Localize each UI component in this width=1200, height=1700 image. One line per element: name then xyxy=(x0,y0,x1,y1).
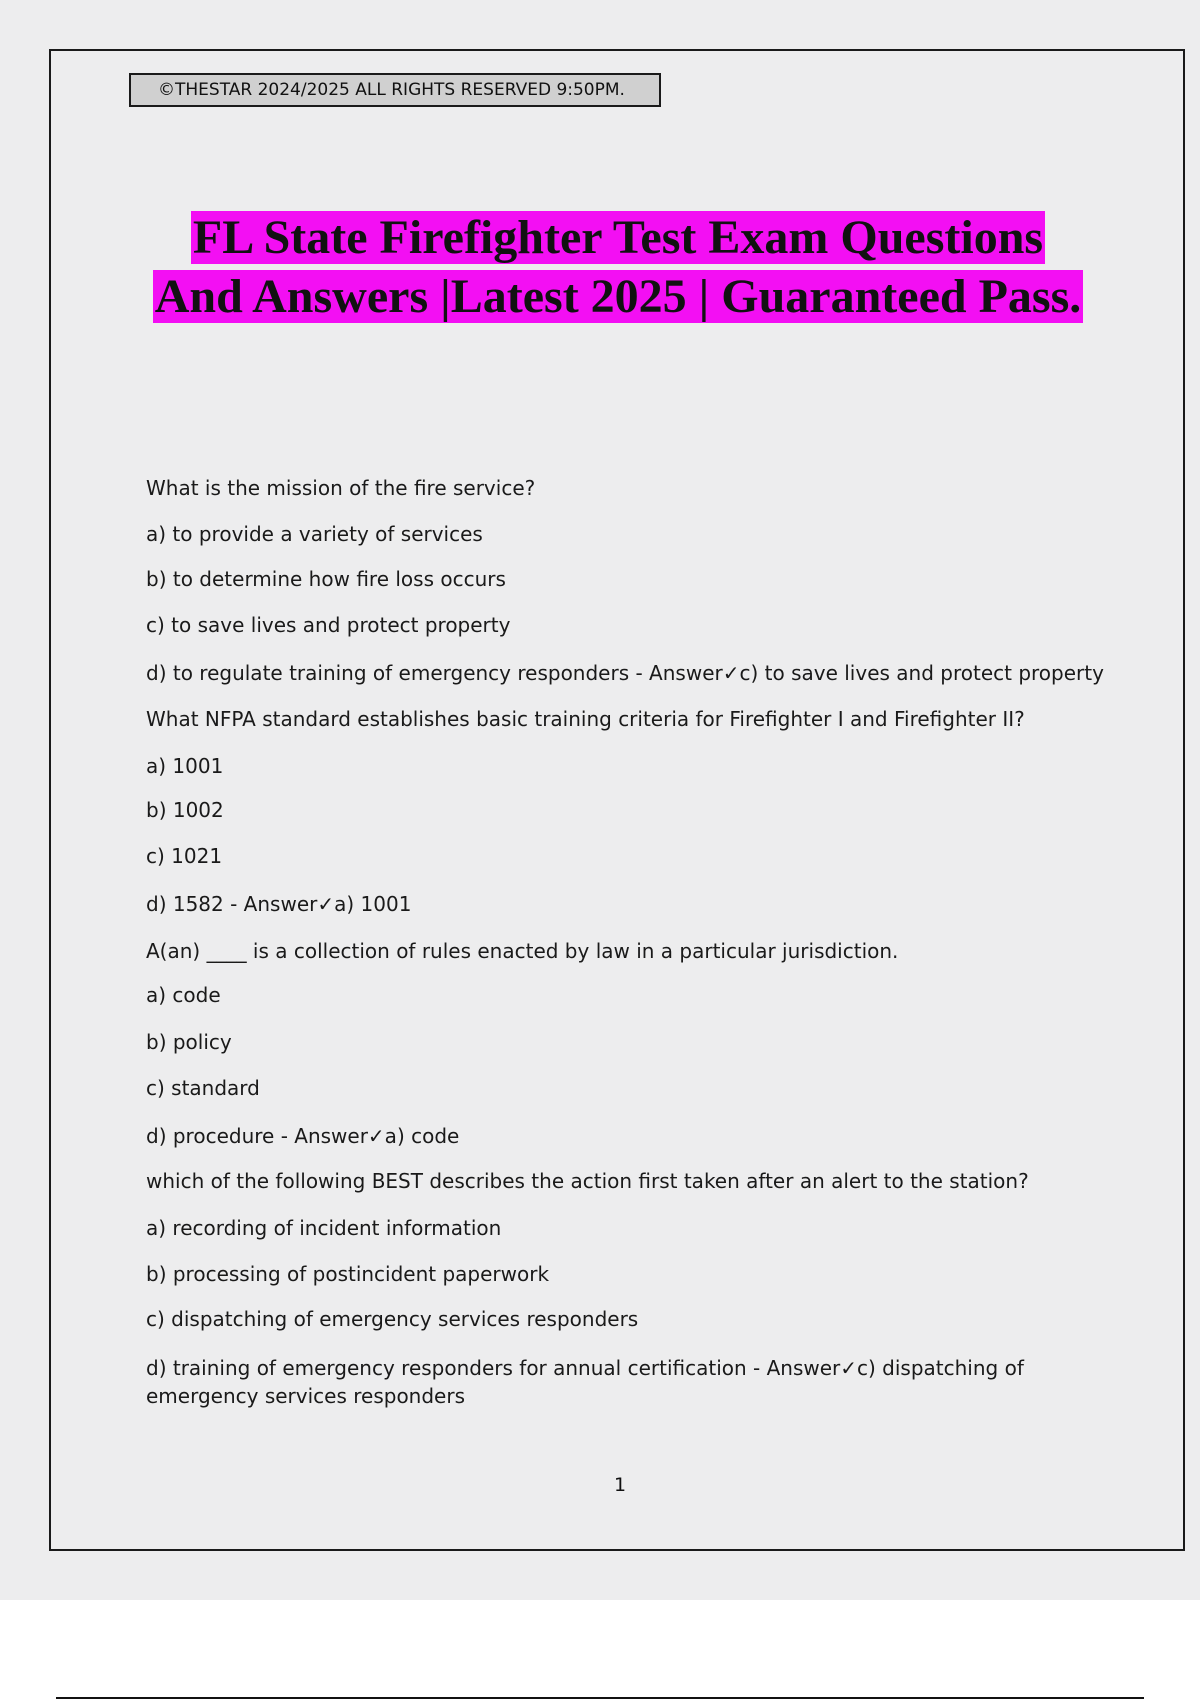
answer-option: b) 1002 xyxy=(146,798,224,822)
answer-option: c) to save lives and protect property xyxy=(146,613,511,637)
answer-option: c) dispatching of emergency services responders xyxy=(146,1307,639,1331)
page-number: 1 xyxy=(613,1474,627,1496)
answer-option: a) to provide a variety of services xyxy=(146,522,483,546)
answer-option: a) recording of incident information xyxy=(146,1216,502,1240)
answer-option: a) 1001 xyxy=(146,754,224,778)
answer-option: a) code xyxy=(146,983,221,1007)
answer-option: b) policy xyxy=(146,1030,232,1054)
question-prompt: which of the following BEST describes the action first taken after an alert to the station? xyxy=(146,1169,1029,1193)
answer-option-with-key: d) 1582 - Answer✓a) 1001 xyxy=(146,892,412,916)
answer-option: b) processing of postincident paperwork xyxy=(146,1262,550,1286)
page-divider xyxy=(56,1697,1144,1699)
answer-option-with-key: d) to regulate training of emergency responders - Answer✓c) to save lives and protect property xyxy=(146,661,1104,685)
title-line-1: FL State Firefighter Test Exam Questions xyxy=(192,211,1044,264)
answer-option-with-key: d) training of emergency responders for annual certification - Answer✓c) dispatching of emergency services responders xyxy=(146,1356,1024,1408)
question-prompt: What is the mission of the fire service? xyxy=(146,476,536,500)
title-line-2: And Answers |Latest 2025 | Guaranteed Pass. xyxy=(154,270,1082,323)
answer-option-with-key: d) procedure - Answer✓a) code xyxy=(146,1124,460,1148)
question-prompt: What NFPA standard establishes basic training criteria for Firefighter I and Firefighter II? xyxy=(146,707,1025,731)
document-title xyxy=(0,208,1200,326)
answer-option: c) 1021 xyxy=(146,844,223,868)
answer-option: c) standard xyxy=(146,1076,260,1100)
question-prompt: A(an) ____ is a collection of rules enacted by law in a particular jurisdiction. xyxy=(146,939,899,963)
copyright-header: ©THESTAR 2024/2025 ALL RIGHTS RESERVED 9:50PM. xyxy=(129,73,661,107)
answer-option: b) to determine how fire loss occurs xyxy=(146,567,506,591)
